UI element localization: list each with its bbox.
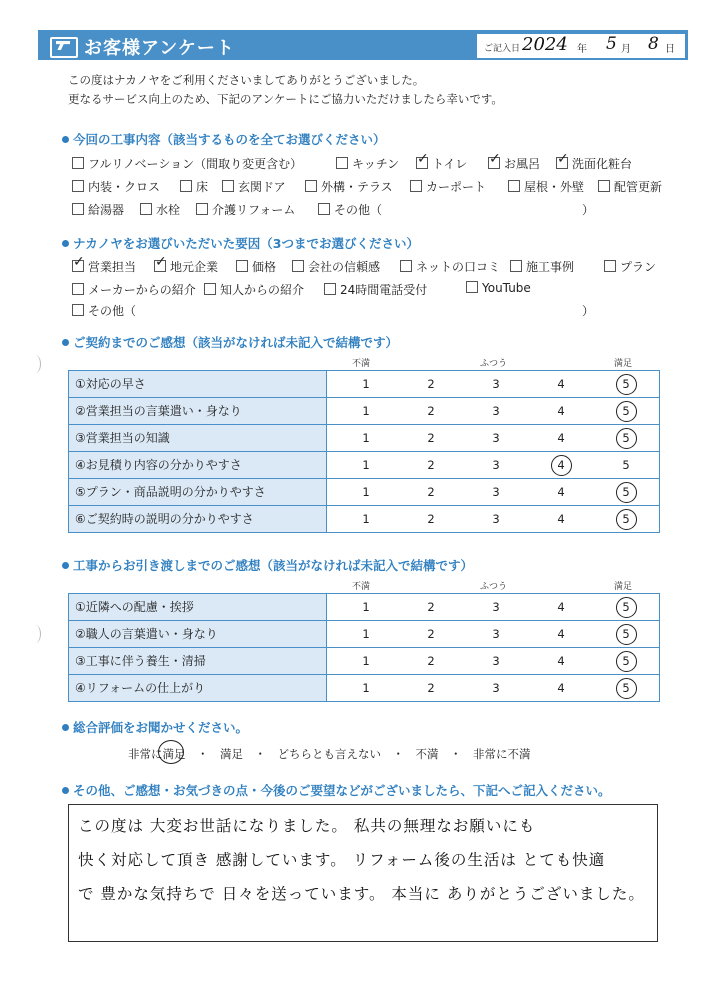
rating-option-2[interactable]: 2	[427, 512, 435, 526]
rating-option-2[interactable]: 2	[427, 404, 435, 418]
checkbox-icon[interactable]	[510, 260, 522, 272]
rating-option-5[interactable]: 5	[616, 675, 636, 701]
section-construction-title: 工事からお引き渡しまでのご感想（該当がなければ未記入で結構です）	[62, 556, 473, 574]
rating-option-1[interactable]: 1	[362, 485, 370, 499]
checkbox-icon[interactable]	[556, 151, 569, 169]
checkbox-icon[interactable]	[336, 157, 348, 169]
date-month-unit: 月	[621, 44, 631, 55]
work-option-11[interactable]	[598, 178, 662, 195]
checkbox-icon[interactable]	[292, 260, 304, 272]
date-day[interactable]: 8	[648, 34, 659, 54]
rating-option-4[interactable]: 4	[557, 431, 565, 445]
work-option-9[interactable]	[410, 178, 486, 195]
rating-row-label: ④リフォームの仕上がり	[69, 675, 327, 701]
rating-option-3[interactable]: 3	[492, 431, 500, 445]
rating-option-2[interactable]: 2	[427, 431, 435, 445]
work-option-7[interactable]	[222, 178, 286, 195]
rating-option-5[interactable]: 5	[616, 621, 636, 647]
reason-option-label: 施工事例	[526, 260, 575, 274]
work-option-6[interactable]	[180, 178, 208, 195]
work-option-5[interactable]	[72, 178, 160, 195]
section-reason-title: ナカノヤをお選びいただいた要因（3つまでお選びください）	[62, 234, 419, 252]
rating-option-1[interactable]: 1	[362, 404, 370, 418]
date-label: ご記入日	[484, 44, 521, 54]
rating-option-5[interactable]: 5	[622, 458, 630, 472]
reason-option-label: ネットの口コミ	[416, 260, 501, 274]
date-year[interactable]: 2024	[522, 34, 568, 55]
overall-rating-options[interactable]: 非常に満足 ・ 満足 ・ どちらとも言えない ・ 不満 ・ 非常に不満	[128, 747, 531, 761]
checkbox-icon[interactable]	[72, 254, 85, 272]
work-option-label: お風呂	[504, 157, 541, 171]
work-option-2[interactable]	[416, 151, 468, 172]
rating-row-label: ②営業担当の言葉遣い・身なり	[69, 398, 327, 424]
rating-option-5[interactable]: 5	[616, 506, 636, 532]
reason-option-label: プラン	[620, 260, 657, 274]
rating-option-4[interactable]: 4	[557, 512, 565, 526]
work-option-label: 屋根・外壁	[524, 180, 585, 194]
reason-option-label: 地元企業	[170, 260, 219, 274]
rating-option-4[interactable]: 4	[557, 681, 565, 695]
work-option-label: カーポート	[426, 180, 487, 194]
work-option-label: キッチン	[352, 157, 400, 171]
section-work-content-title: 今回の工事内容（該当するものを全てお選びください）	[62, 130, 386, 148]
construction-rating-table	[68, 593, 660, 702]
checkmark-icon: ✓	[73, 254, 85, 270]
rating-option-3[interactable]: 3	[492, 377, 500, 391]
reason-option-label: 価格	[252, 260, 277, 274]
reason-option-label: 知人からの紹介	[220, 283, 305, 297]
reason-option-8[interactable]	[204, 281, 304, 298]
rating-option-2[interactable]: 2	[427, 485, 435, 499]
scale-high-label: 満足	[614, 359, 633, 369]
checkbox-icon[interactable]	[72, 157, 84, 169]
work-option-label: 外構・テラス	[321, 180, 393, 194]
rating-option-1[interactable]: 1	[362, 431, 370, 445]
rating-option-3[interactable]: 3	[492, 600, 500, 614]
rating-option-1[interactable]: 1	[362, 512, 370, 526]
checkmark-icon: ✓	[557, 151, 569, 167]
work-option-label: その他（	[334, 203, 383, 217]
rating-option-3[interactable]: 3	[492, 627, 500, 641]
checkbox-icon[interactable]	[305, 180, 317, 192]
rating-row	[69, 371, 659, 397]
work-option-1[interactable]	[336, 155, 399, 172]
work-option-8[interactable]	[305, 178, 393, 195]
reason-option-label: 24時間電話受付	[340, 283, 428, 297]
rating-option-5[interactable]: 5	[616, 594, 636, 620]
reason-option-4[interactable]	[400, 258, 500, 275]
rating-option-3[interactable]: 3	[492, 681, 500, 695]
checkmark-icon: ✓	[155, 254, 167, 270]
checkbox-icon[interactable]	[140, 203, 152, 215]
work-option-label: 内装・クロス	[88, 180, 161, 194]
rating-option-3[interactable]: 3	[492, 512, 500, 526]
rating-option-2[interactable]: 2	[427, 600, 435, 614]
comment-line-2: 快く対応して頂き 感謝しています。 リフォーム後の生活は とても快適	[78, 851, 606, 869]
reason-option-label: その他（	[88, 304, 137, 318]
rating-option-2[interactable]: 2	[427, 377, 435, 391]
checkbox-icon[interactable]	[72, 180, 84, 192]
section-overall-title: 総合評価をお聞かせください。	[62, 718, 248, 736]
reason-option-10[interactable]	[466, 281, 531, 295]
reason-option-label: 会社の信頼感	[308, 260, 381, 274]
company-logo-icon	[50, 37, 78, 58]
rating-row	[69, 478, 659, 505]
other-paren-close-2: ）	[582, 304, 595, 318]
rating-row	[69, 397, 659, 424]
work-option-label: 玄関ドア	[238, 180, 286, 194]
contract-rating-table	[68, 370, 660, 533]
rating-option-2[interactable]: 2	[427, 627, 435, 641]
scale-low-label-2: 不満	[352, 582, 371, 592]
checkmark-icon: ✓	[417, 151, 429, 167]
date-day-unit: 日	[665, 44, 675, 55]
other-paren-close: ）	[582, 203, 595, 217]
checkbox-icon[interactable]	[236, 260, 248, 272]
work-option-0[interactable]	[72, 155, 302, 172]
rating-option-4[interactable]: 4	[551, 452, 571, 478]
rating-option-3[interactable]: 3	[492, 404, 500, 418]
rating-option-2[interactable]: 2	[427, 654, 435, 668]
rating-option-3[interactable]: 3	[492, 458, 500, 472]
reason-option-6[interactable]	[604, 258, 656, 275]
reason-option-2[interactable]	[236, 258, 276, 275]
rating-option-5[interactable]: 5	[616, 648, 636, 674]
rating-option-4[interactable]: 4	[557, 654, 565, 668]
rating-option-4[interactable]: 4	[557, 600, 565, 614]
checkbox-icon[interactable]	[72, 304, 84, 316]
work-option-15[interactable]	[318, 201, 382, 218]
work-option-label: 介護リフォーム	[212, 203, 296, 217]
checkbox-icon[interactable]	[416, 151, 429, 169]
reason-option-1[interactable]	[154, 254, 219, 275]
work-option-3[interactable]	[488, 151, 541, 172]
rating-row-label: ③工事に伴う養生・清掃	[69, 648, 327, 674]
rating-row-label: ②職人の言葉遣い・身なり	[69, 621, 327, 647]
work-option-13[interactable]	[140, 201, 180, 218]
checkbox-icon[interactable]	[324, 283, 336, 295]
rating-row-label: ⑤プラン・商品説明の分かりやすさ	[69, 479, 327, 505]
checkbox-icon[interactable]	[154, 254, 167, 272]
work-option-14[interactable]	[196, 201, 295, 218]
reason-option-label: メーカーからの紹介	[88, 283, 196, 297]
work-option-label: 給湯器	[88, 203, 125, 217]
rating-row-label: ③営業担当の知識	[69, 425, 327, 451]
rating-row-label: ④お見積り内容の分かりやすさ	[69, 452, 327, 478]
rating-option-2[interactable]: 2	[427, 458, 435, 472]
form-title: お客様アンケート	[84, 38, 235, 59]
reason-option-11[interactable]	[72, 302, 136, 319]
rating-row	[69, 674, 659, 701]
rating-row	[69, 451, 659, 478]
checkbox-icon[interactable]	[196, 203, 208, 215]
rating-option-4[interactable]: 4	[557, 404, 565, 418]
rating-row	[69, 594, 659, 620]
checkbox-icon[interactable]	[318, 203, 330, 215]
checkbox-icon[interactable]	[466, 281, 478, 293]
work-option-label: 水栓	[156, 203, 181, 217]
section-comments-title: その他、ご感想・お気づきの点・今後のご要望などがございましたら、下記へご記入ください。	[62, 781, 611, 799]
rating-option-4[interactable]: 4	[557, 627, 565, 641]
work-option-12[interactable]	[72, 201, 124, 218]
rating-row-label: ⑥ご契約時の説明の分かりやすさ	[69, 506, 327, 532]
rating-option-5[interactable]: 5	[616, 425, 636, 451]
scale-mid-label: ふつう	[480, 359, 508, 369]
rating-row	[69, 620, 659, 647]
work-option-label: 配管更新	[614, 180, 663, 194]
checkbox-icon[interactable]	[400, 260, 412, 272]
scale-high-label-2: 満足	[614, 582, 633, 592]
rating-row	[69, 647, 659, 674]
rating-option-3[interactable]: 3	[492, 485, 500, 499]
comment-line-3: で 豊かな気持ちで 日々を送っています。 本当に ありがとうございました。	[78, 885, 645, 903]
binder-hole-mark	[30, 355, 41, 373]
rating-row-label: ①対応の早さ	[69, 371, 327, 397]
checkbox-icon[interactable]	[508, 180, 520, 192]
intro-line-2: 更なるサービス向上のため、下記のアンケートにご協力いただけましたら幸いです。	[68, 92, 503, 106]
scale-mid-label-2: ふつう	[480, 582, 508, 592]
reason-option-5[interactable]	[510, 258, 574, 275]
rating-option-2[interactable]: 2	[427, 681, 435, 695]
rating-row	[69, 505, 659, 532]
work-option-label: 洗面化粧台	[572, 157, 633, 171]
checkbox-icon[interactable]	[604, 260, 616, 272]
checkbox-icon[interactable]	[72, 283, 84, 295]
rating-option-1[interactable]: 1	[362, 627, 370, 641]
rating-option-1[interactable]: 1	[362, 654, 370, 668]
work-option-10[interactable]	[508, 178, 584, 195]
rating-option-4[interactable]: 4	[557, 485, 565, 499]
section-contract-title: ご契約までのご感想（該当がなければ未記入で結構です）	[62, 333, 398, 351]
work-option-4[interactable]	[556, 151, 633, 172]
rating-option-5[interactable]: 5	[616, 371, 636, 397]
checkmark-icon: ✓	[489, 151, 501, 167]
checkbox-icon[interactable]	[180, 180, 192, 192]
checkbox-icon[interactable]	[222, 180, 234, 192]
rating-option-4[interactable]: 4	[557, 377, 565, 391]
work-option-label: 床	[196, 180, 209, 194]
rating-option-3[interactable]: 3	[492, 654, 500, 668]
work-option-label: フルリノベーション（間取り変更含む）	[88, 157, 303, 171]
rating-option-1[interactable]: 1	[362, 600, 370, 614]
checkbox-icon[interactable]	[72, 203, 84, 215]
overall-selected-circle	[158, 740, 184, 764]
reason-option-3[interactable]	[292, 258, 380, 275]
date-year-unit: 年	[577, 44, 587, 55]
checkbox-icon[interactable]	[488, 151, 501, 169]
reason-option-0[interactable]	[72, 254, 137, 275]
rating-option-1[interactable]: 1	[362, 377, 370, 391]
work-option-label: トイレ	[432, 157, 468, 171]
rating-option-1[interactable]: 1	[362, 681, 370, 695]
reason-option-label: 営業担当	[88, 260, 137, 274]
rating-row-label: ①近隣への配慮・挨拶	[69, 594, 327, 620]
checkbox-icon[interactable]	[410, 180, 422, 192]
checkbox-icon[interactable]	[204, 283, 216, 295]
binder-hole-mark	[30, 625, 41, 643]
rating-option-1[interactable]: 1	[362, 458, 370, 472]
reason-option-label: YouTube	[482, 281, 531, 295]
date-month[interactable]: 5	[606, 34, 617, 54]
comment-line-1: この度は 大変お世話になりました。 私共の無理なお願いにも	[78, 817, 536, 835]
checkbox-icon[interactable]	[598, 180, 610, 192]
reason-option-7[interactable]	[72, 281, 196, 298]
reason-option-9[interactable]	[324, 281, 427, 298]
scale-low-label: 不満	[352, 359, 371, 369]
intro-line-1: この度はナカノヤをご利用くださいましてありがとうございました。	[68, 73, 425, 87]
rating-option-5[interactable]: 5	[616, 479, 636, 505]
rating-row	[69, 424, 659, 451]
rating-option-5[interactable]: 5	[616, 398, 636, 424]
